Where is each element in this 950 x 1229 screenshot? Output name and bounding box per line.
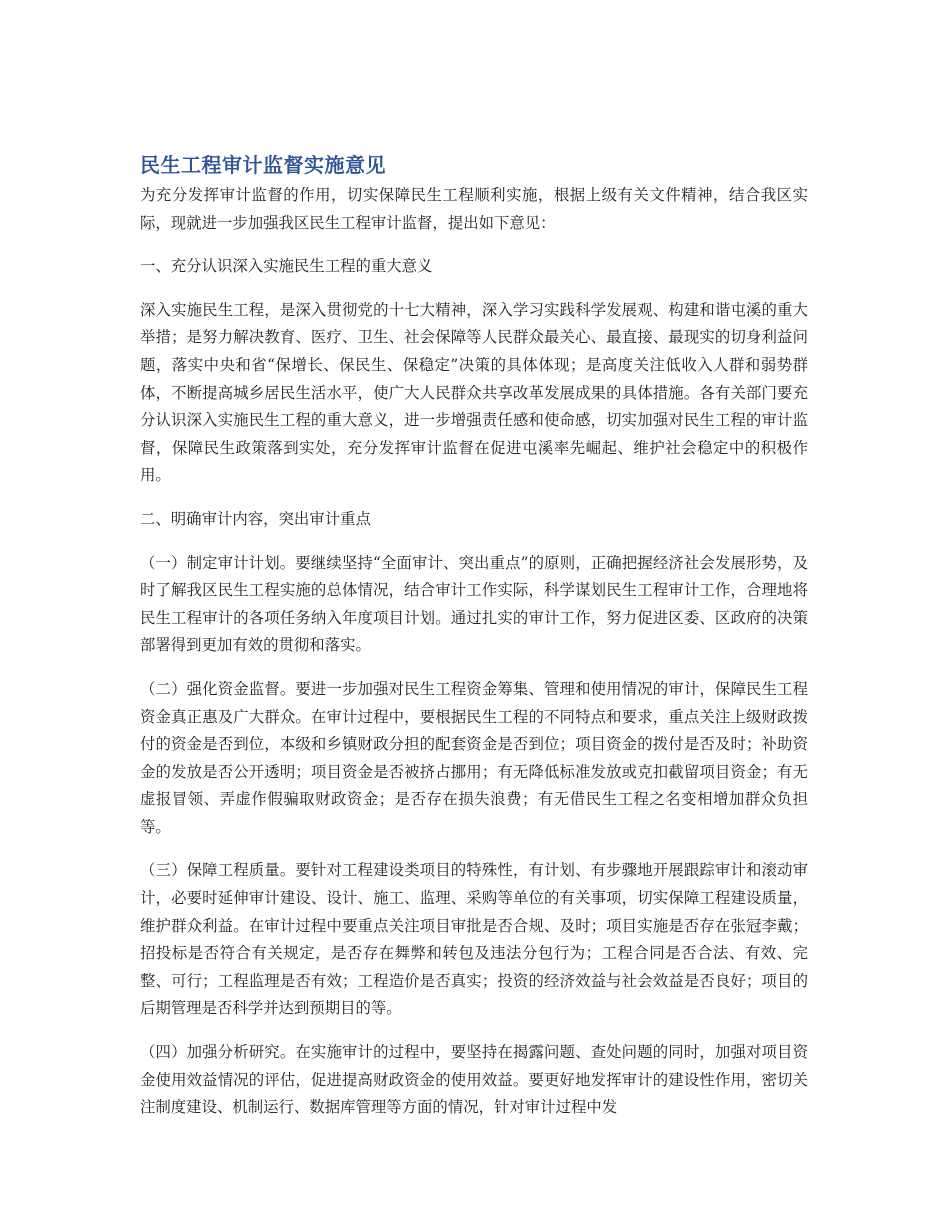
body-paragraph: （三）保障工程质量。要针对工程建设类项目的特殊性，有计划、有步骤地开展跟踪审计和滚动审计，必要时延伸审计建设、设计、施工、监理、采购等单位的有关事项，切实保障工程建设质量，维护群众利益。在审计过程中要重点关注项目审批是否合规、及时；项目实施是否存在张冠李戴；招投标是否符合有关规定，是否存在舞弊和转包及违法分包行为；工程合同是否合法、有效、完整、可行；工程监理是否有效；工程造价是否真实；投资的经济效益与社会效益是否良好；项目的后期管理是否科学并达到预期目的等。 — [140, 861, 808, 1018]
intro-paragraph: 为充分发挥审计监督的作用，切实保障民生工程顺利实施，根据上级有关文件精神，结合我区实际，现就进一步加强我区民生工程审计监督，提出如下意见： — [140, 186, 808, 232]
section-heading-2: 二、明确审计内容，突出审计重点 — [140, 509, 371, 528]
document-page — [140, 150, 808, 1122]
body-paragraph: （二）强化资金监督。要进一步加强对民生工程资金筹集、管理和使用情况的审计，保障民生工程资金真正惠及广大群众。在审计过程中，要根据民生工程的不同特点和要求，重点关注上级财政拨付的资金是否到位，本级和乡镇财政分担的配套资金是否到位；项目资金的拨付是否及时；补助资金的发放是否公开透明；项目资金是否被挤占挪用；有无降低标准发放或克扣截留项目资金；有无虚报冒领、弄虚作假骗取财政资金；是否存在损失浪费；有无借民生工程之名变相增加群众负担等。 — [140, 679, 808, 836]
section-heading-1: 一、充分认识深入实施民生工程的重大意义 — [140, 257, 433, 276]
body-paragraph: （四）加强分析研究。在实施审计的过程中，要坚持在揭露问题、查处问题的同时，加强对项目资金使用效益情况的评估，促进提高财政资金的使用效益。要更好地发挥审计的建设性作用，密切关注制度建设、机制运行、数据库管理等方面的情况，针对审计过程中发 — [140, 1043, 808, 1117]
document-title: 民生工程审计监督实施意见 — [140, 153, 386, 177]
body-paragraph: （一）制定审计计划。要继续坚持“全面审计、突出重点”的原则，正确把握经济社会发展形势，及时了解我区民生工程实施的总体情况，结合审计工作实际，科学谋划民生工程审计工作，合理地将民生工程审计的各项任务纳入年度项目计划。通过扎实的审计工作，努力促进区委、区政府的决策部署得到更加有效的贯彻和落实。 — [140, 553, 808, 655]
body-paragraph: 深入实施民生工程，是深入贯彻党的十七大精神，深入学习实践科学发展观、构建和谐屯溪的重大举措；是努力解决教育、医疗、卫生、社会保障等人民群众最关心、最直接、最现实的切身利益问题，落实中央和省“保增长、保民生、保稳定”决策的具体体现；是高度关注低收入人群和弱势群体，不断提高城乡居民生活水平，使广大人民群众共享改革发展成果的具体措施。各有关部门要充分认识深入实施民生工程的重大意义，进一步增强责任感和使命感，切实加强对民生工程的审计监督，保障民生政策落到实处，充分发挥审计监督在促进屯溪率先崛起、维护社会稳定中的积极作用。 — [140, 300, 808, 485]
